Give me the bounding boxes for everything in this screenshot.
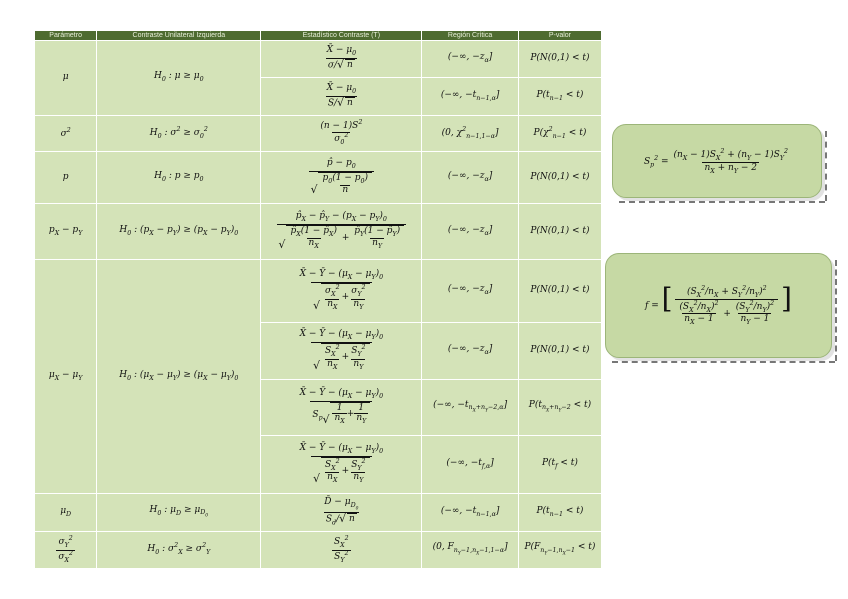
hyp-mu: $H_0$ : $\mu \ge \mu_0$ bbox=[97, 41, 261, 116]
hypothesis-test-table bbox=[34, 30, 602, 569]
param-sigma2: $\sigma^2$ bbox=[35, 116, 97, 152]
row-paired bbox=[35, 494, 602, 532]
stat-var-ratio: $\frac{S_X^2}{S_Y^2}$ bbox=[261, 532, 422, 569]
header-estadistico: Estadístico Contraste (T) bbox=[261, 31, 422, 41]
row-variance bbox=[35, 116, 602, 152]
param-var-ratio: $\frac{\sigma_Y^2}{\sigma_X^2}$ bbox=[35, 532, 97, 569]
pooled-variance-box bbox=[612, 124, 822, 198]
param-mu: μ bbox=[35, 41, 97, 116]
row-proportion bbox=[35, 152, 602, 204]
pval-var-ratio: $P(F_{n_Y-1,n_X-1} < t)$ bbox=[518, 532, 601, 569]
header-contraste: Contraste Unilateral Izquierda bbox=[97, 31, 261, 41]
crit-mux-muy-t-pooled: (−∞, $-t_{n_X+n_Y-2,\alpha}$] bbox=[422, 380, 519, 436]
pval-mux-muy-t-welch: $P(t_f < t)$ bbox=[518, 436, 601, 494]
crit-mud: (−∞, $-t_{n-1,\alpha}$] bbox=[422, 494, 519, 532]
pval-px-py: P(N(0,1) < t) bbox=[518, 204, 601, 260]
stat-mux-muy-z2: X̄ − Ȳ − $(\mu_X - \mu_Y)_0$ √ $\frac{S_X^2}{n_X}$ + $\frac{S_Y^2}{n_Y}$ bbox=[261, 323, 422, 380]
param-p: p bbox=[35, 152, 97, 204]
crit-sigma2: (0, $\chi^2_{n-1,1-\alpha}$] bbox=[422, 116, 519, 152]
header-region-critica: Región Crítica bbox=[422, 31, 519, 41]
stat-sigma2: $\frac{(n - 1)S^2}{\sigma_0^2}$ bbox=[261, 116, 422, 152]
crit-mu-z: (−∞, $-z_\alpha$] bbox=[422, 41, 519, 78]
stat-p: p̂ − $p_0$ √ $\frac{p_0(1 - p_0)}{n}$ bbox=[261, 152, 422, 204]
stat-mud: D̄ − $\mu_{D_0}$ $S_d/$ √ n bbox=[261, 494, 422, 532]
pooled-variance-formula: $S_p^2$ = $\frac{(n_X - 1)S_X^2 + (n_Y - 1)S_Y^2}{n_X + n_Y - 2}$ bbox=[643, 147, 789, 175]
stat-mux-muy-t-welch: X̄ − Ȳ − $(\mu_X - \mu_Y)_0$ √ $\frac{S_X^2}{n_X}$ + $\frac{S_Y^2}{n_Y}$ bbox=[261, 436, 422, 494]
stat-mu-t: X̄ − $\mu_0$ S/ √ n bbox=[261, 78, 422, 116]
pval-p: P(N(0,1) < t) bbox=[518, 152, 601, 204]
welch-df-box bbox=[605, 253, 832, 358]
row-mu-known-sigma bbox=[35, 41, 602, 78]
pval-mux-muy-z2: P(N(0,1) < t) bbox=[518, 323, 601, 380]
hyp-px-py: $H_0$ : $(p_X - p_Y) \ge (p_X - p_Y)_0$ bbox=[97, 204, 261, 260]
hyp-mud: $H_0$ : $\mu_D \ge \mu_{D_0}$ bbox=[97, 494, 261, 532]
row-mean-diff-known bbox=[35, 260, 602, 323]
row-proportion-diff bbox=[35, 204, 602, 260]
crit-var-ratio: (0, $F_{n_Y-1,n_X-1,1-\alpha}$] bbox=[422, 532, 519, 569]
header-parametro: Parámetro bbox=[35, 31, 97, 41]
hyp-mux-muy: $H_0$ : $(\mu_X - \mu_Y) \ge (\mu_X - \mu_Y)_0$ bbox=[97, 260, 261, 494]
pval-mux-muy-z1: P(N(0,1) < t) bbox=[518, 260, 601, 323]
crit-mu-t: (−∞, $-t_{n-1,\alpha}$] bbox=[422, 78, 519, 116]
header-row bbox=[35, 31, 602, 41]
crit-px-py: (−∞, $-z_\alpha$] bbox=[422, 204, 519, 260]
hyp-p: $H_0$ : $p \ge p_0$ bbox=[97, 152, 261, 204]
crit-mux-muy-t-welch: (−∞, $-t_{f,\alpha}$] bbox=[422, 436, 519, 494]
hyp-var-ratio: $H_0$ : $\sigma^2_X \ge \sigma^2_Y$ bbox=[97, 532, 261, 569]
stat-mux-muy-t-pooled: X̄ − Ȳ − $(\mu_X - \mu_Y)_0$ $S_p$ √ $\frac{1}{n_X}$ + $\frac{1}{n_Y}$ bbox=[261, 380, 422, 436]
crit-mux-muy-z1: (−∞, $-z_\alpha$] bbox=[422, 260, 519, 323]
pval-sigma2: $P(\chi^2_{n-1} < t)$ bbox=[518, 116, 601, 152]
crit-mux-muy-z2: (−∞, $-z_\alpha$] bbox=[422, 323, 519, 380]
pval-mu-t: $P(t_{n-1} < t)$ bbox=[518, 78, 601, 116]
param-px-py: $p_X - p_Y$ bbox=[35, 204, 97, 260]
hyp-sigma2: $H_0$ : $\sigma^2 \ge \sigma_0^2$ bbox=[97, 116, 261, 152]
param-mux-muy: $\mu_X - \mu_Y$ bbox=[35, 260, 97, 494]
pval-mu-z: P(N(0,1) < t) bbox=[518, 41, 601, 78]
header-p-valor: P-valor bbox=[518, 31, 601, 41]
stat-mux-muy-z1: X̄ − Ȳ − $(\mu_X - \mu_Y)_0$ √ $\frac{\sigma_X^2}{n_X}$ + $\frac{\sigma_Y^2}{n_Y}$ bbox=[261, 260, 422, 323]
stat-px-py: $p̂_X$ − $p̂_Y - (p_X - p_Y)_0$ √ $\frac{p̂_X(1 - p̂_X)}{n_X}$ + $\frac{p̂_Y(1 - p̂_Y)}{n_Y}$ bbox=[261, 204, 422, 260]
stat-mu-z: X̄ − $\mu_0$ σ/ √ n bbox=[261, 41, 422, 78]
row-variance-ratio bbox=[35, 532, 602, 569]
welch-df-formula: f = [ $(S_X^2/n_X + S_Y^2/n_Y)^2$ $\frac{(S_X^2/n_X)^2}{n_X - 1}$ + $\frac{(S_Y^2/n_Y)^2}{n_Y - 1}$ ] bbox=[645, 281, 792, 327]
param-mud: $\mu_D$ bbox=[35, 494, 97, 532]
pval-mud: $P(t_{n-1} < t)$ bbox=[518, 494, 601, 532]
pval-mux-muy-t-pooled: $P(t_{n_X+n_Y-2} < t)$ bbox=[518, 380, 601, 436]
crit-p: (−∞, $-z_\alpha$] bbox=[422, 152, 519, 204]
